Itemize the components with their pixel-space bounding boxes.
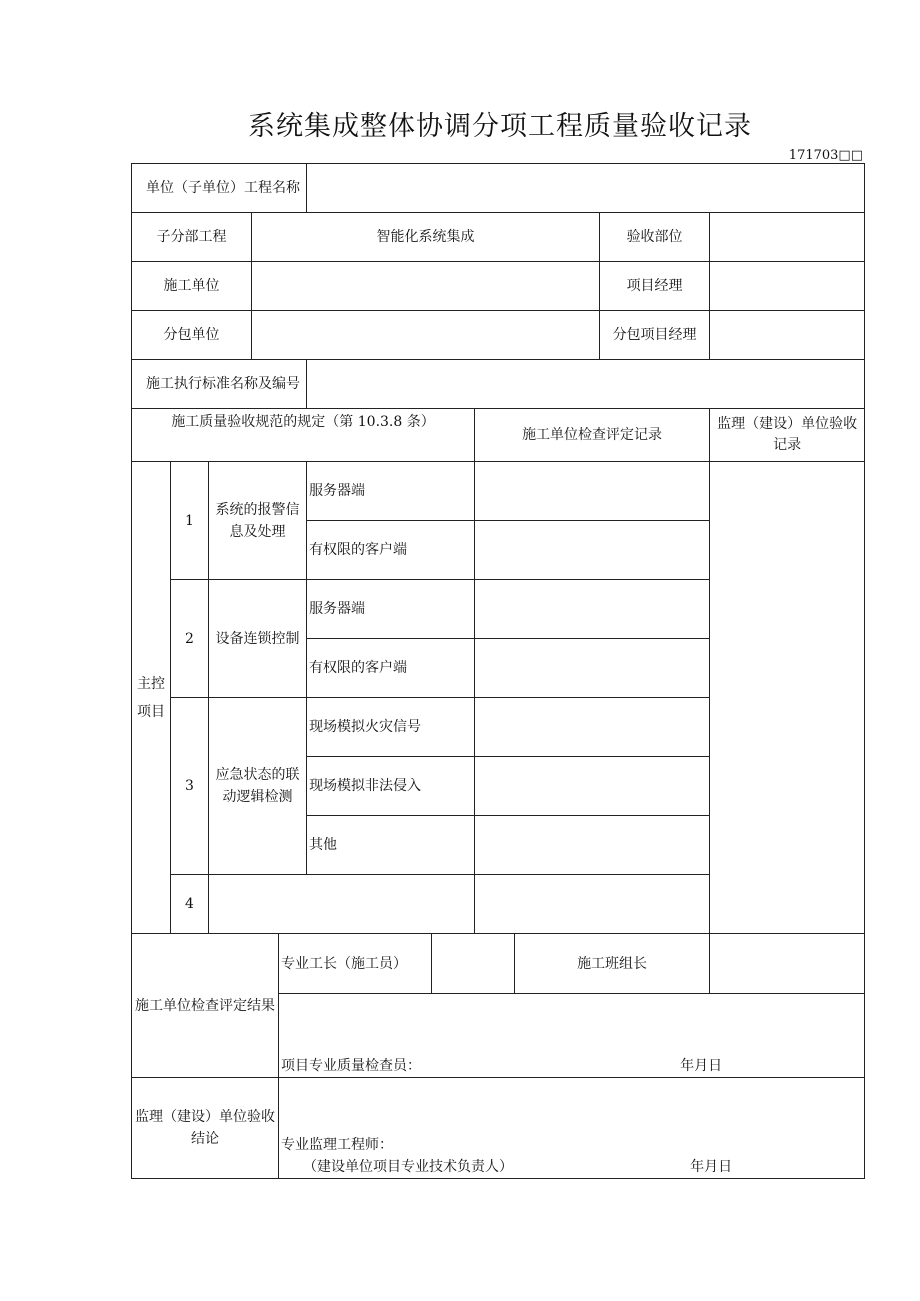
main-control-label bbox=[132, 462, 171, 934]
supervision-conclusion-label: 监理（建设）单位验收结论 bbox=[132, 1078, 279, 1179]
project-manager-label: 项目经理 bbox=[600, 262, 710, 311]
main-control-label-line2: 项目 bbox=[137, 703, 165, 720]
item-number: 4 bbox=[171, 875, 209, 934]
check-record-cell[interactable] bbox=[475, 639, 710, 698]
subcontract-unit-field[interactable] bbox=[252, 311, 600, 360]
check-record-cell[interactable] bbox=[475, 816, 710, 875]
acceptance-form-table bbox=[131, 163, 865, 1179]
page-title: 系统集成整体协调分项工程质量验收记录 bbox=[248, 111, 752, 142]
check-record-cell[interactable] bbox=[475, 580, 710, 639]
foreman-label: 专业工长（施工员） bbox=[279, 934, 432, 994]
conclusion-date-label: 年月日 bbox=[690, 1159, 733, 1175]
spec-column-header: 施工质量验收规范的规定（第 10.3.8 条） bbox=[132, 409, 475, 462]
check-record-cell[interactable] bbox=[475, 521, 710, 580]
supervision-record-cell[interactable] bbox=[710, 462, 865, 934]
quality-inspector-label: 项目专业质量检查员： bbox=[281, 1058, 421, 1074]
subcontract-unit-label: 分包单位 bbox=[132, 311, 252, 360]
sub-item-label: 有权限的客户端 bbox=[307, 521, 475, 580]
foreman-field[interactable] bbox=[432, 934, 515, 994]
sub-item-label: 现场模拟火灾信号 bbox=[307, 698, 475, 757]
supervising-engineer-label: 专业监理工程师： bbox=[281, 1137, 393, 1153]
check-record-cell[interactable] bbox=[475, 462, 710, 521]
item-name: 系统的报警信息及处理 bbox=[209, 462, 307, 580]
item-name-cell[interactable] bbox=[209, 875, 475, 934]
sub-item-label: 服务器端 bbox=[307, 580, 475, 639]
team-leader-label: 施工班组长 bbox=[515, 934, 710, 994]
item-name: 设备连锁控制 bbox=[209, 580, 307, 698]
subcontract-manager-field[interactable] bbox=[710, 311, 865, 360]
sub-item-label: 其他 bbox=[307, 816, 475, 875]
main-control-label-line1: 主控 bbox=[137, 675, 165, 692]
acceptance-part-field[interactable] bbox=[710, 213, 865, 262]
subcontract-manager-label: 分包项目经理 bbox=[600, 311, 710, 360]
item-name: 应急状态的联动逻辑检测 bbox=[209, 698, 307, 875]
construction-unit-label: 施工单位 bbox=[132, 262, 252, 311]
item-number: 2 bbox=[171, 580, 209, 698]
project-manager-field[interactable] bbox=[710, 262, 865, 311]
supervision-record-column-header: 监理（建设）单位验收记录 bbox=[710, 409, 865, 462]
check-record-cell[interactable] bbox=[475, 698, 710, 757]
sub-project-value[interactable]: 智能化系统集成 bbox=[252, 213, 600, 262]
check-record-cell[interactable] bbox=[475, 757, 710, 816]
sub-project-label: 子分部工程 bbox=[132, 213, 252, 262]
check-record-cell[interactable] bbox=[475, 875, 710, 934]
construction-result-label: 施工单位检查评定结果 bbox=[132, 934, 279, 1078]
item-number: 3 bbox=[171, 698, 209, 875]
unit-project-label: 单位（子单位）工程名称 bbox=[132, 164, 307, 213]
team-leader-field[interactable] bbox=[710, 934, 865, 994]
standard-label: 施工执行标准名称及编号 bbox=[132, 360, 307, 409]
sub-item-label: 有权限的客户端 bbox=[307, 639, 475, 698]
item-number: 1 bbox=[171, 462, 209, 580]
construction-result-field[interactable] bbox=[279, 994, 865, 1078]
construction-unit-field[interactable] bbox=[252, 262, 600, 311]
result-date-label: 年月日 bbox=[680, 1058, 723, 1074]
supervision-conclusion-field[interactable] bbox=[279, 1078, 865, 1179]
unit-project-field[interactable] bbox=[307, 164, 865, 213]
standard-field[interactable] bbox=[307, 360, 865, 409]
acceptance-part-label: 验收部位 bbox=[600, 213, 710, 262]
sub-item-label: 服务器端 bbox=[307, 462, 475, 521]
sub-item-label: 现场模拟非法侵入 bbox=[307, 757, 475, 816]
check-record-column-header: 施工单位检查评定记录 bbox=[475, 409, 710, 462]
owner-representative-label: （建设单位项目专业技术负责人） bbox=[303, 1159, 513, 1175]
form-code: 171703□□ bbox=[788, 148, 863, 163]
